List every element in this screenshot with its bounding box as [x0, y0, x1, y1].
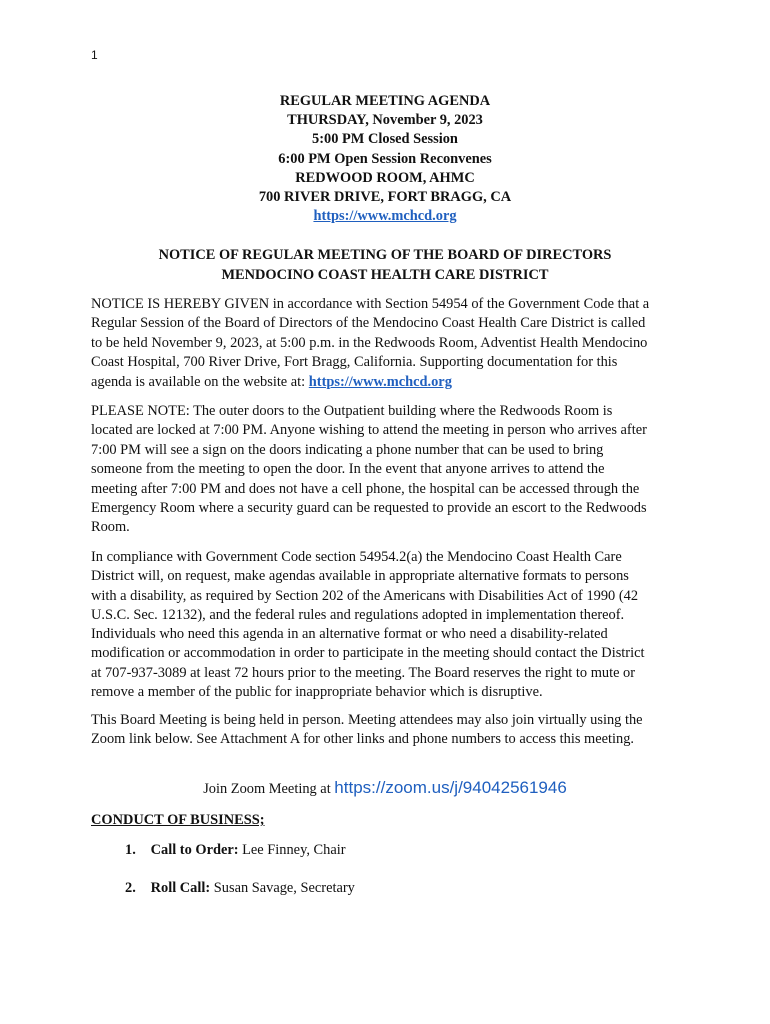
agenda-item-number: 1. [125, 842, 136, 858]
paragraph-line: U.S.C. Sec. 12132), and the federal rules and regulations adopted in implementation thereof. [91, 606, 625, 623]
conduct-of-business-heading: CONDUCT OF BUSINESS; [91, 812, 265, 828]
notice-paragraph [91, 295, 681, 392]
paragraph-line: someone from the meeting to open the door. In the event that anyone arrives to attend the [91, 461, 605, 478]
paragraph-line: District will, on request, make agendas available in appropriate alternative formats to persons [91, 568, 629, 585]
agenda-item-detail: Susan Savage, Secretary [210, 880, 355, 896]
paragraph-line: modification or accommodation in order to participate in the meeting should contact the District [91, 645, 645, 662]
paragraph-line: 7:00 PM will see a sign on the doors indicating a phone number that can be used to bring [91, 441, 604, 458]
notice-title-line2: MENDOCINO COAST HEALTH CARE DISTRICT [221, 266, 549, 283]
paragraph-line: Emergency Room where a security guard can be requested to provide an escort to the Redwoods [91, 500, 647, 517]
website-lead-text: agenda is available on the website at: [91, 373, 309, 390]
paragraph-line: Room. [91, 519, 130, 536]
notice-title-line1: NOTICE OF REGULAR MEETING OF THE BOARD OF DIRECTORS [158, 247, 612, 263]
agenda-item-detail: Lee Finney, Chair [238, 842, 346, 858]
agenda-item-title: Roll Call: [150, 880, 211, 896]
header-date: THURSDAY, November 9, 2023 [287, 112, 483, 129]
zoom-meeting-link[interactable]: https://zoom.us/j/94042561946 [334, 778, 567, 797]
header-website-link[interactable]: https://www.mchcd.org [313, 208, 457, 225]
header-address: 700 RIVER DRIVE, FORT BRAGG, CA [258, 189, 512, 206]
header-title: REGULAR MEETING AGENDA [279, 93, 491, 109]
paragraph-line: Regular Session of the Board of Directors of the Mendocino Coast Health Care District is called [91, 315, 646, 332]
paragraph-line: at 707-937-3089 at least 72 hours prior to the meeting. The Board reserves the right to mute or [91, 664, 636, 681]
paragraph-line: with a disability, as required by Section 202 of the Americans with Disabilities Act of 1990 (42 [91, 587, 639, 604]
zoom-label: Join Zoom Meeting at [203, 781, 335, 797]
notice-title [0, 246, 770, 285]
paragraph-line: NOTICE IS HEREBY GIVEN in accordance with Section 54954 of the Government Code that a [91, 296, 650, 312]
zoom-meeting-line [0, 778, 770, 798]
paragraph-line: to be held November 9, 2023, at 5:00 p.m. in the Redwoods Room, Adventist Health Mendocino [91, 334, 648, 351]
paragraph-line: located are locked at 7:00 PM. Anyone wishing to attend the meeting in person who arrives after [91, 422, 647, 439]
header-closed-session: 5:00 PM Closed Session [312, 131, 458, 148]
body-website-link[interactable]: https://www.mchcd.org [308, 373, 452, 390]
paragraph-line: Zoom link below. See Attachment A for other links and phone numbers to access this meeting. [91, 731, 635, 748]
agenda-item-number: 2. [125, 880, 136, 896]
paragraph-line: Individuals who need this agenda in an alternative format or who need a disability-related [91, 626, 608, 643]
paragraph-line: This Board Meeting is being held in person. Meeting attendees may also join virtually using the [91, 712, 643, 728]
paragraph-line: In compliance with Government Code section 54954.2(a) the Mendocino Coast Health Care [91, 549, 622, 565]
in-person-paragraph [91, 711, 681, 750]
paragraph-line: meeting after 7:00 PM and does not have a cell phone, the hospital can be accessed through the [91, 480, 640, 497]
ada-compliance-paragraph [91, 548, 681, 702]
agenda-header [0, 92, 770, 226]
agenda-item [125, 842, 346, 859]
agenda-item-title: Call to Order: [150, 842, 239, 858]
paragraph-line: PLEASE NOTE: The outer doors to the Outpatient building where the Redwoods Room is [91, 403, 613, 419]
please-note-paragraph [91, 402, 681, 538]
paragraph-line: remove a member of the public for inappropriate behavior which is disruptive. [91, 684, 543, 701]
header-location: REDWOOD ROOM, AHMC [295, 169, 475, 186]
header-open-session: 6:00 PM Open Session Reconvenes [278, 150, 492, 167]
paragraph-line [91, 373, 681, 392]
page-number: 1 [91, 48, 98, 62]
paragraph-line: Coast Hospital, 700 River Drive, Fort Bragg, California. Supporting documentation for this [91, 354, 618, 371]
agenda-item [125, 880, 355, 897]
